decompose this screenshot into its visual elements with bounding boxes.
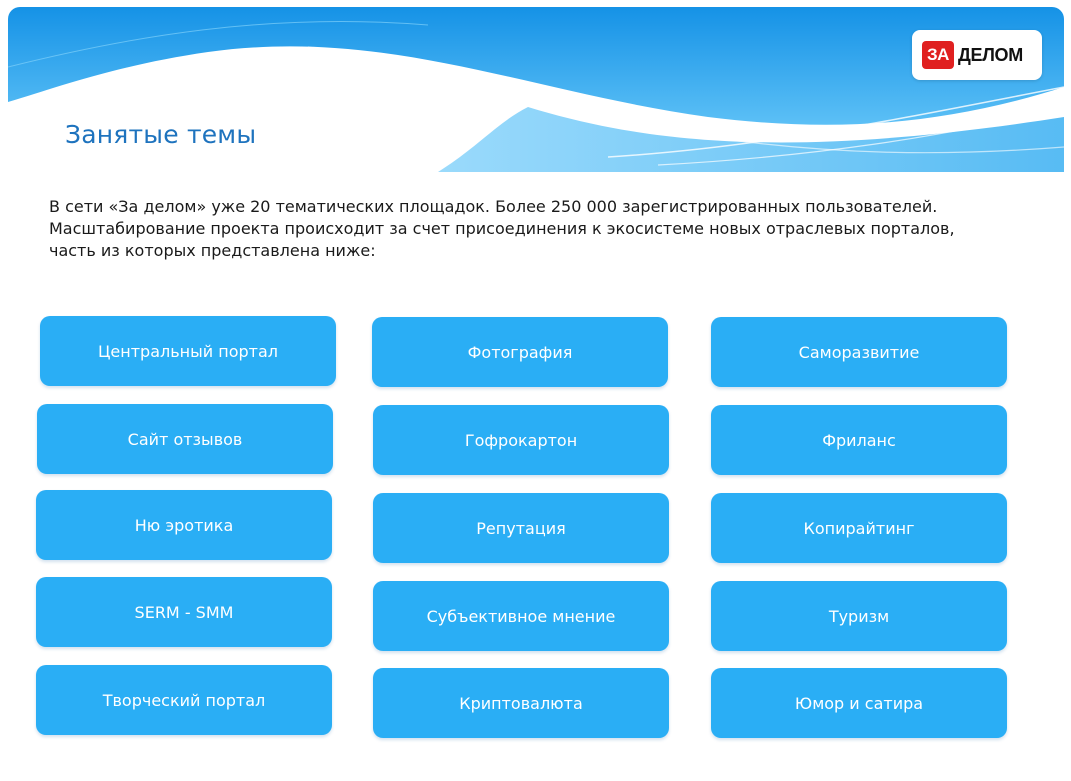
za-delom-logo [912,30,1042,80]
intro-line-2: Масштабирование проекта происходит за счет присоединения к экосистеме новых отраслевых порталов, [49,219,955,238]
topic-central-portal[interactable]: Центральный портал [40,316,336,386]
topic-photography[interactable]: Фотография [372,317,668,387]
topic-reviews-site[interactable]: Сайт отзывов [37,404,333,474]
intro-paragraph [49,196,1009,262]
page-title: Занятые темы [65,120,257,149]
topic-freelance[interactable]: Фриланс [711,405,1007,475]
topic-creative-portal[interactable]: Творческий портал [36,665,332,735]
topic-nude-erotica[interactable]: Ню эротика [36,490,332,560]
topic-self-development[interactable]: Саморазвитие [711,317,1007,387]
topic-corrugated-board[interactable]: Гофрокартон [373,405,669,475]
topic-tourism[interactable]: Туризм [711,581,1007,651]
logo-wordmark: ДЕЛОМ [958,45,1023,65]
topic-serm-smm[interactable]: SERM - SMM [36,577,332,647]
topic-copywriting[interactable]: Копирайтинг [711,493,1007,563]
topic-humor-satire[interactable]: Юмор и сатира [711,668,1007,738]
topic-cryptocurrency[interactable]: Криптовалюта [373,668,669,738]
topic-subjective-opinion[interactable]: Субъективное мнение [373,581,669,651]
logo-mark: ЗА [922,41,954,69]
intro-line-1: В сети «За делом» уже 20 тематических площадок. Более 250 000 зарегистрированных пользователей. [49,197,938,216]
topic-reputation[interactable]: Репутация [373,493,669,563]
intro-line-3: часть из которых представлена ниже: [49,241,376,260]
